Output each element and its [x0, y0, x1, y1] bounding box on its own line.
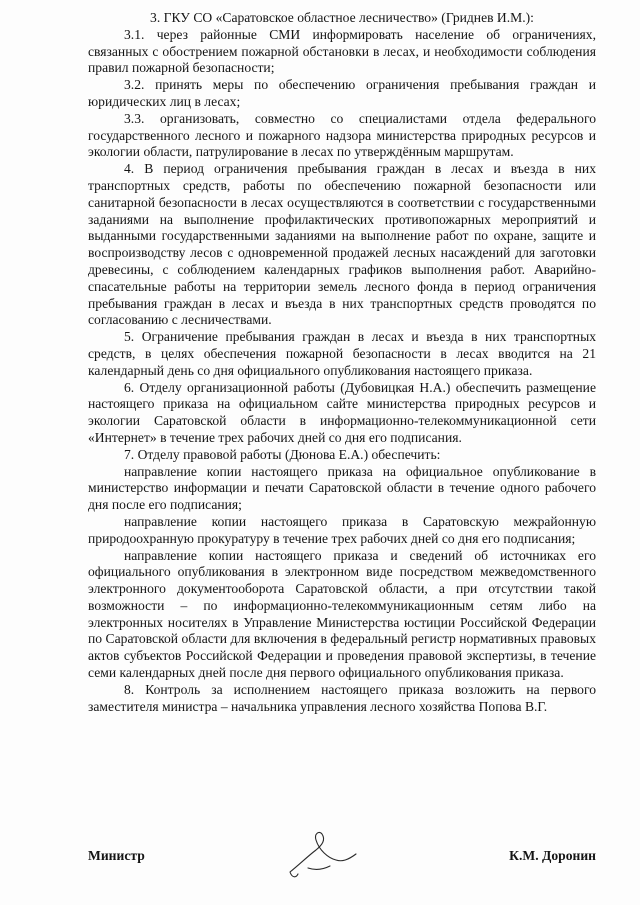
paragraph-item-3: 3. ГКУ СО «Саратовское областное лесничество» (Гриднев И.М.): — [150, 10, 534, 25]
paragraph-item-7-b: направление копии настоящего приказа в Саратовскую межрайонную природоохранную прокуратуру в течение трех рабочих дней со дня его подписания; — [88, 513, 596, 546]
signatory-title: Министр — [88, 848, 145, 863]
paragraph-item-7-c: направление копии настоящего приказа и сведений об источниках его официального опубликования в электронном виде посредством межведомственного электронного документооборота Саратовской области, а при отсутствии такой возможности – по информационно-телекоммуникационным сетям либо на электронных носителях в Управление Министерства юстиции Российской Федерации по Саратовской области для включения в федеральный регистр нормативных правовых актов субъектов Российской Федерации и проведения правовой экспертизы, в течение семи календарных дней после дня первого официального опубликования приказа. — [88, 547, 596, 681]
paragraph-item-3-2: 3.2. принять меры по обеспечению ограничения пребывания граждан и юридических лиц в лесах; — [88, 77, 596, 109]
paragraph-item-3-3: 3.3. организовать, совместно со специалистами отдела федерального государственного лесного и пожарного надзора министерства природных ресурсов и экологии области, патрулирование в лесах по утверждённым маршрутам. — [88, 110, 596, 160]
paragraph-item-8: 8. Контроль за исполнением настоящего приказа возложить на первого заместителя министра – начальника управления лесного хозяйства Попова В.Г. — [88, 681, 596, 714]
handwritten-signature — [278, 820, 368, 880]
paragraph-item-5: 5. Ограничение пребывания граждан в лесах и въезда в них транспортных средств, в целях обеспечения пожарной безопасности в лесах вводится на 21 календарный день со дня официального опубликования настоящего приказа. — [88, 329, 596, 378]
paragraph-item-4: 4. В период ограничения пребывания граждан в лесах и въезда в них транспортных средств, работы по обеспечению пожарной безопасности или санитарной безопасности в лесах осуществляются в соответствии с государственными заданиями на выполнение профилактических противопожарных мероприятий и выданными государственными заданиями на выполнение работ по охране, защите и воспроизводству лесов с одновременной продажей лесных насаждений для заготовки древесины, с соблюдением календарных графиков выполнения работ. Аварийно-спасательные работы на территории земель лесного фонда в период ограничения пребывания граждан в лесах и въезда в них транспортных средств проводятся по согласованию с лесничествами. — [88, 161, 596, 328]
paragraph-item-7: 7. Отделу правовой работы (Дюнова Е.А.) обеспечить: — [124, 446, 441, 462]
signature-block — [88, 820, 596, 880]
paragraph-item-7-a: направление копии настоящего приказа на официальное опубликование в министерство информации и печати Саратовской области в течение одного рабочего дня после его подписания; — [88, 463, 596, 513]
paragraph-item-3-1: 3.1. через районные СМИ информировать население об ограничениях, связанных с обострением пожарной обстановки в лесах, и необходимости соблюдения правил пожарной безопасности; — [88, 26, 596, 76]
signatory-name: К.М. Доронин — [509, 848, 596, 863]
paragraph-item-6: 6. Отделу организационной работы (Дубовицкая Н.А.) обеспечить размещение настоящего приказа на официальном сайте министерства природных ресурсов и экологии Саратовской области в информационно-телекоммуникационной сети «Интернет» в течение трех рабочих дней со дня его подписания. — [88, 379, 596, 445]
document-body — [88, 10, 596, 715]
